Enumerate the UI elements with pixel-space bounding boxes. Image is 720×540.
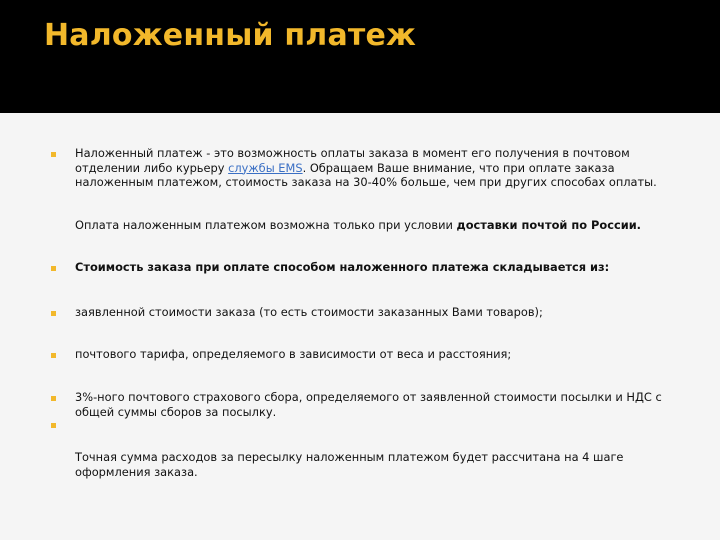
list-item-postal-tariff: почтового тарифа, определяемого в зависимости от веса и расстояния; (75, 347, 512, 361)
bullet-marker (51, 396, 56, 401)
title-bar (0, 0, 720, 113)
paragraph-definition-start: Наложенный платеж - это возможность оплаты заказа в момент его получения в почтовом отделении либо курьеру (75, 146, 630, 175)
paragraph-final-note: Точная сумма расходов за пересылку наложенным платежом будет рассчитана на 4 шаге оформления заказа. (75, 450, 624, 479)
bullet-marker (51, 266, 56, 271)
paragraph-condition-bold: доставки почтой по России. (456, 218, 642, 232)
bullet-marker (51, 311, 56, 316)
slide-title: Наложенный платеж (44, 18, 417, 53)
ems-service-link[interactable]: службы EMS (228, 160, 303, 175)
paragraph-condition (75, 218, 675, 233)
bullet-marker (51, 423, 56, 428)
paragraph-definition-end: . Обращаем Ваше внимание, что при оплате заказа наложенным платежом, стоимость заказа на 30-40% больше, чем при других способах оплаты. (75, 160, 657, 189)
paragraph-condition-text: Оплата наложенным платежом возможна только при условии (75, 218, 457, 232)
bullet-marker (51, 152, 56, 157)
paragraph-cost-heading (75, 260, 675, 275)
cost-heading-text: Стоимость заказа при оплате способом наложенного платежа складывается из: (75, 260, 610, 274)
list-item-insurance-fee: 3%-ного почтового страхового сбора, определяемого от заявленной стоимости посылки и НДС с общей суммы сборов за посылку. (75, 390, 662, 419)
bullet-marker (51, 353, 56, 358)
paragraph-definition (75, 146, 675, 190)
list-item-declared-value: заявленной стоимости заказа (то есть стоимости заказанных Вами товаров); (75, 305, 543, 319)
